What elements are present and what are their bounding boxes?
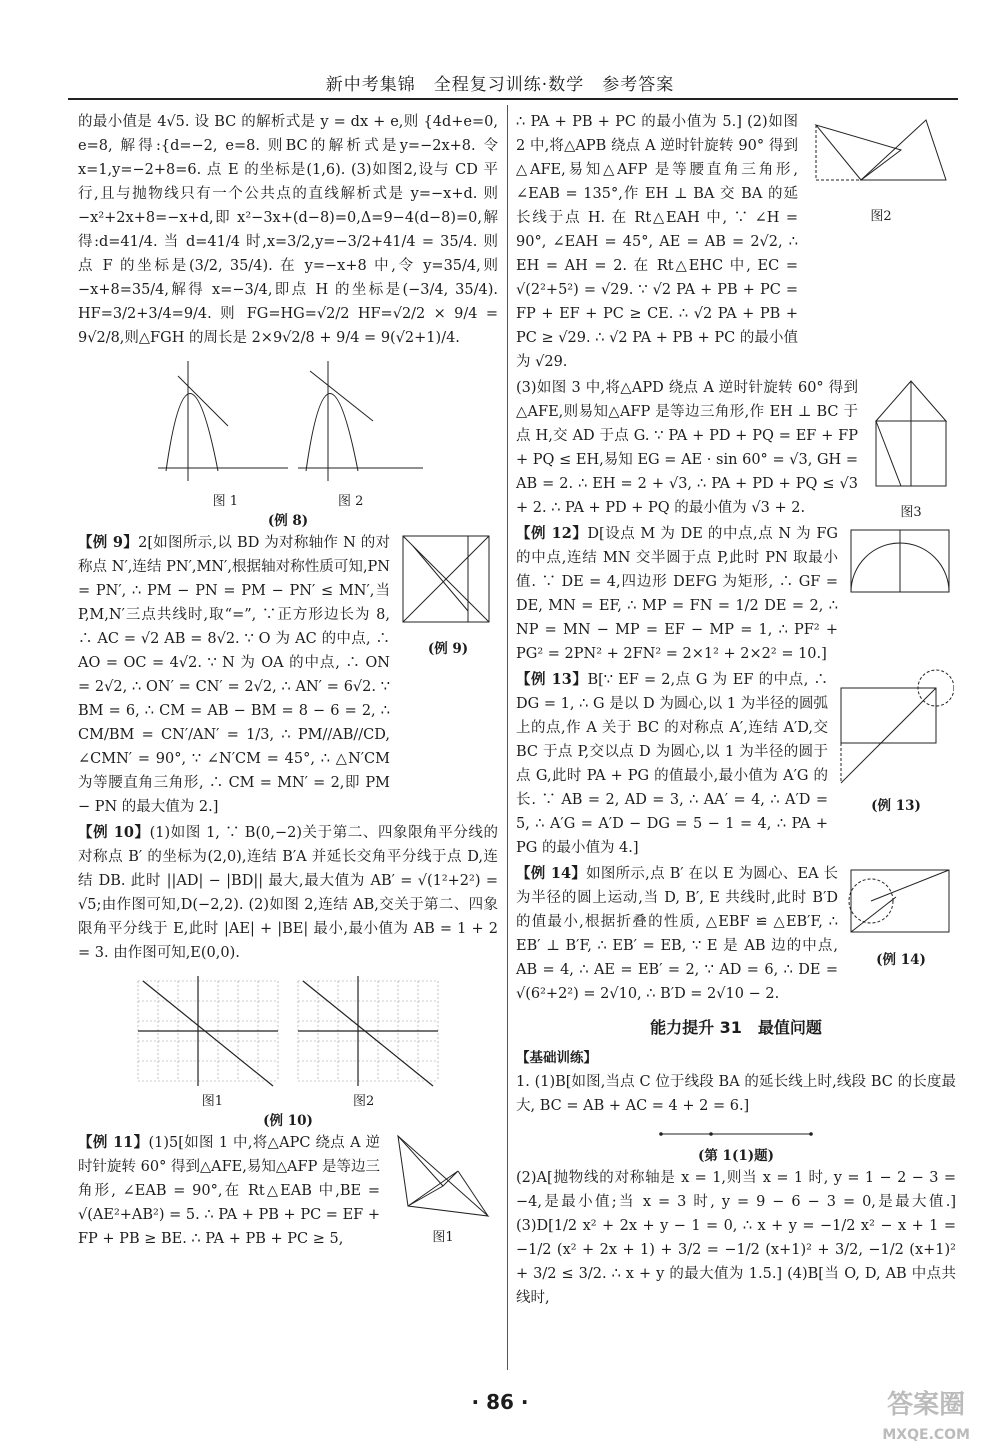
example-9 <box>78 531 498 821</box>
segment-diagram <box>651 1124 821 1144</box>
basic-training-label: 【基础训练】 <box>516 1050 597 1066</box>
figure-1-caption: 图1 <box>432 1230 454 1245</box>
figure-2-caption: 图2 <box>353 1094 375 1109</box>
example-8-caption: (例 8) <box>267 513 309 529</box>
example-12-text: D[设点 M 为 DE 的中点,点 N 为 FG 的中点,连结 MN 交半圆于点 P,此时 PN 取最小值. ∵ DE = 4,四边形 DEFG 为矩形, ∴ GF = DE, MN = EF, ∴ MP = FN = 1/2 DE = 2, ∴ NP = MN − MP = EF − MP = 1, ∴ PF² + PG² = 2PN² + 2FN² = 2×1² + 2×2² = 10.] <box>516 526 838 662</box>
example-10-caption: (例 10) <box>263 1113 313 1129</box>
example-8-captions <box>78 493 498 511</box>
example-13-text: B[∵ EF = 2,点 G 为 EF 的中点, ∴ DG = 1, ∴ G 是以 D 为圆心,以 1 为半径的圆弧上的点,作 A 关于 BC 的对称点 A′,连结 A′D,交 BC 于点 P,交以点 D 为圆心,以 1 为半径的圆于点 G,此时 PA + PG 的值最小,最小值为 A′G 的长. ∵ AB = 2, AD = 3, ∴ AA′ = 4, ∴ A′D = 5, ∴ A′G = A′D − DG = 5 − 1 = 4, ∴ PA + PG 的最小值为 4.] <box>516 672 828 856</box>
example-11-label: 【例 11】 <box>78 1134 149 1151</box>
question-1-figure <box>516 1124 956 1144</box>
example-13-figure <box>836 668 956 816</box>
example-14-label: 【例 14】 <box>516 865 587 882</box>
section-title: 能力提升 31 最值问题 <box>650 1018 822 1037</box>
example-10-captions <box>78 1093 498 1111</box>
example-10-grids <box>128 971 448 1091</box>
example-11-part-3-text: (3)如图 3 中,将△APD 绕点 A 逆时针旋转 60° 得到△AFE,则易知△AFP 是等边三角形,作 EH ⊥ BC 于点 H,交 AD 于点 G. ∵ PA + PD + PQ = EF + FP + PQ ≤ EH,易知 EG = AE · sin 60° = √3, GH = AB = 2. ∴ EH = 2 + √3, ∴ PA + PD + PQ ≤ √3 + 2. ∴ PA + PD + PQ 的最小值为 √3 + 2. <box>516 380 858 516</box>
example-9-text: 2[如图所示,以 BD 为对称轴作 N 的对称点 N′,连结 PN′,MN′,根据轴对称性质可知,PN = PN′, ∴ PM − PN = PM − PN′ ≤ MN′,当 P,M,N′三点共线时,取“=”, ∵正方形边长为 8, ∴ AC = √2 AB = 8√2. ∵ O 为 AC 的中点, ∴ AO = OC = 4√2. ∵ N 为 OA 的中点, ∴ ON = 2√2, ∴ ON′ = CN′ = 2√2, ∴ AN′ = 6√2. ∵ BM = 6, ∴ CM = AB − BM = 8 − 6 = 2, ∴ CM/BM = CN′/AN′ = 1/3, ∴ PM//AB//CD, ∠CMN′ = 90°, ∵ ∠N′CM = 45°, ∴ △N′CM 为等腰直角三角形, ∴ CM = MN′ = 2,即 PM − PN 的最大值为 2.] <box>78 535 390 815</box>
example-11-part-2-text: ∴ PA + PB + PC 的最小值为 5.] (2)如图 2 中,将△APB 绕点 A 逆时针旋转 90° 得到△AFE,易知△AFP 是等腰直角三角形, ∠EAB = 135°,作 EH ⊥ BA 交 BA 的延长线于点 H. 在 Rt△EAH 中, ∵ ∠H = 90°, ∠EAH = 45°, AE = AB = 2√2, ∴ EH = AH = 2. 在 Rt△EHC 中, EC = √(2²+5²) = √29. ∵ √2 PA + PB + PC = FP + EF + PC ≥ CE. ∴ √2 PA + PB + PC ≥ √29. ∴ √2 PA + PB + PC 的最小值为 √29. <box>516 114 798 370</box>
question-1-part-1: 1. (1)B[如图,当点 C 位于线段 BA 的延长线上时,线段 BC 的长度最大, BC = AB + AC = 4 + 2 = 6.] <box>516 1074 956 1114</box>
example-9-caption: (例 9) <box>427 641 469 657</box>
example-13 <box>516 668 956 862</box>
example-12-figure <box>846 522 956 610</box>
example-14 <box>516 862 956 1008</box>
example-13-label: 【例 13】 <box>516 671 588 688</box>
figure-3 <box>866 376 956 522</box>
example-14-text: 如图所示,点 B′ 在以 E 为圆心、EA 长为半径的圆上运动,当 D, B′, E 共线时,此时 B′D 的值最小,根据折叠的性质, △EBF ≌ △EB′F, ∴ EB′ ⊥ B′F, ∴ EB′ = EB, ∵ E 是 AB 边的中点, AB = 4, ∴ AE = EB′ = 2, ∵ AD = 6, ∴ DE = √(6²+2²) = 2√10, ∴ B′D = 2√10 − 2. <box>516 866 838 1002</box>
example-10-text: (1)如图 1, ∵ B(0,−2)关于第二、四象限角平分线的对称点 B′ 的坐标为(2,0),连结 B′A 并延长交角平分线于点 D,连结 DB. 此时 ||AD| − |BD|| 最大,最大值为 AB′ = √(1²+2²) = √5;由作图可知,D(−2,2). (2)如图 2,连结 AB,交关于第二、四象限角平分线于 E,此时 |AE| + |BE| 最小,最小值为 AB = 1 + 2 = 3. 由作图可知,E(0,0). <box>78 825 498 961</box>
example-9-figure <box>398 531 498 659</box>
semicircle-diagram <box>846 522 954 602</box>
example-11-part-2 <box>516 110 956 376</box>
question-1-parts-2-4: (2)A[抛物线的对称轴是 x = 1,则当 x = 1 时, y = 1 − 2 − 3 = −4,是最小值;当 x = 3 时, y = 9 − 6 − 3 = 0,是最大值.] (3)D[1/2 x² + 2x + y − 1 = 0, ∴ x + y = −1/2 x² − x + 1 = −1/2 (x² + 2x + 1) + 3/2 = −1/2 (x+1)² + 3/2, −1/2 (x+1)² + 3/2 ≤ 3/2. ∴ x + y 的最大值为 1.5.] (4)B[当 O, D, AB 中点共线时, <box>516 1170 956 1306</box>
figure-2-diagram <box>806 110 954 200</box>
figure-2-caption: 图2 <box>870 209 892 224</box>
example-11-part-3 <box>516 376 956 522</box>
example-14-caption: (例 14) <box>876 952 926 968</box>
header-rule <box>68 98 958 100</box>
fold-diagram <box>846 862 954 942</box>
example-10-label: 【例 10】 <box>78 824 150 841</box>
watermark-url: MXQE.COM <box>882 1427 970 1443</box>
watermark <box>882 1390 970 1450</box>
figure-3-caption: 图3 <box>900 505 922 520</box>
example-11-figure <box>388 1131 498 1247</box>
page-header: 新中考集锦 全程复习训练·数学 参考答案 <box>325 75 675 95</box>
watermark-title: 答案圈 <box>887 1390 966 1420</box>
square-diagram <box>398 531 494 631</box>
example-12-label: 【例 12】 <box>516 525 588 542</box>
left-column <box>78 110 498 1253</box>
example-14-figure <box>846 862 956 970</box>
example-8-continuation: 的最小值是 4√5. 设 BC 的解析式是 y = dx + e,则 {4d+e=0, e=8, 解得:{d=−2, e=8. 则BC的解析式是y=−2x+8. 令 x=1,y=−2+8=6. 点 E 的坐标是(1,6). (3)如图2,设与 CD 平行,且与抛物线只有一个公共点的直线解析式是 y=−x+d. 则−x²+2x+8=−x+d,即 x²−3x+(d−8)=0,Δ=9−4(d−8)=0,解得:d=41/4. 当 d=41/4 时,x=3/2,y=−3/2+41/4 = 35/4. 则点 F 的坐标是(3/2, 35/4). 在 y=−x+8 中,令 y=35/4,则 −x+8=35/4,解得 x=−3/4,即点 H 的坐标是(−3/4, 35/4). HF=3/2+3/4=9/4. 则 FG=HG=√2/2 HF=√2/2 × 9/4 = 9√2/8,则△FGH 的周长是 2×9√2/8 + 9/4 = 9(√2+1)/4. <box>78 114 498 346</box>
example-12 <box>516 522 956 668</box>
example-8-figures <box>78 356 498 491</box>
example-11 <box>78 1131 498 1253</box>
figure-2-caption: 图 2 <box>338 494 364 509</box>
example-8-graphs <box>148 356 428 491</box>
figure-1-caption: 图1 <box>201 1094 223 1109</box>
right-column <box>516 110 956 1312</box>
example-10-figures <box>78 971 498 1091</box>
figure-3-diagram <box>866 376 954 496</box>
question-1-caption: (第 1(1)题) <box>697 1148 775 1164</box>
example-9-label: 【例 9】 <box>78 534 139 551</box>
example-11-text: (1)5[如图 1 中,将△APC 绕点 A 逆时针旋转 60° 得到△AFE,易知△AFP 是等边三角形, ∠EAB = 90°,在 Rt△EAB 中,BE = √(AE²+AB²) = 5. ∴ PA + PB + PC = EF + FP + PB ≥ BE. ∴ PA + PB + PC ≥ 5, <box>78 1135 381 1247</box>
rotation-diagram <box>388 1131 496 1221</box>
example-13-diagram <box>836 668 954 788</box>
page-number: · 86 · <box>471 1390 529 1414</box>
example-13-caption: (例 13) <box>871 798 921 814</box>
figure-2 <box>806 110 956 226</box>
figure-1-caption: 图 1 <box>212 494 238 509</box>
column-divider <box>507 105 508 1370</box>
